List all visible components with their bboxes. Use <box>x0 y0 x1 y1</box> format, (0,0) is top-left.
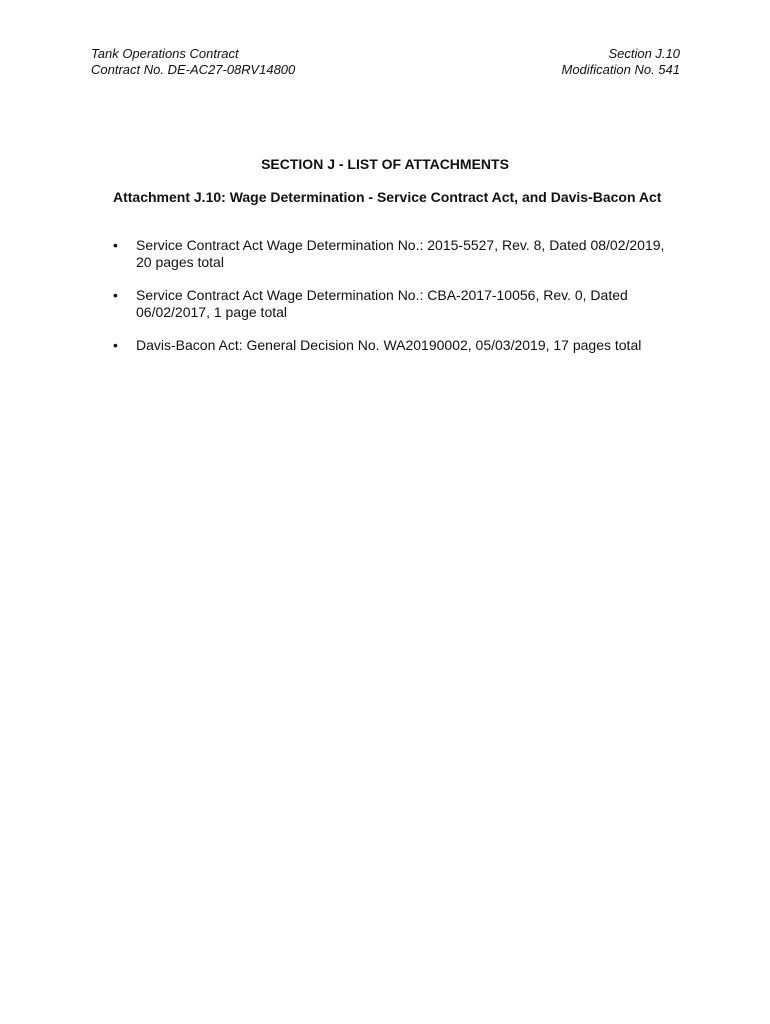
bullet-icon: • <box>113 287 118 303</box>
list-item <box>113 337 673 354</box>
attachment-text-line: Davis-Bacon Act: General Decision No. WA20190002, 05/03/2019, 17 pages total <box>136 337 642 353</box>
attachment-text-line: 06/02/2017, 1 page total <box>136 304 288 320</box>
section-number: Section J.10 <box>608 46 680 61</box>
bullet-icon: • <box>113 337 118 353</box>
attachment-text-line: Service Contract Act Wage Determination No.: CBA-2017-10056, Rev. 0, Dated <box>136 287 628 303</box>
bullet-icon: • <box>113 237 118 253</box>
header-section-info <box>561 46 680 78</box>
attachment-title: Attachment J.10: Wage Determination - Service Contract Act, and Davis-Bacon Act <box>113 189 662 205</box>
list-item <box>113 287 673 321</box>
contract-name: Tank Operations Contract <box>91 46 239 61</box>
header-contract-info <box>91 46 295 78</box>
modification-number: Modification No. 541 <box>561 62 680 77</box>
contract-number: Contract No. DE-AC27-08RV14800 <box>91 62 296 77</box>
attachment-text-line: 20 pages total <box>136 254 224 270</box>
list-item <box>113 237 673 271</box>
section-title: SECTION J - LIST OF ATTACHMENTS <box>261 156 509 172</box>
attachment-text-line: Service Contract Act Wage Determination No.: 2015-5527, Rev. 8, Dated 08/02/2019, <box>136 237 665 253</box>
attachment-list <box>113 237 673 370</box>
